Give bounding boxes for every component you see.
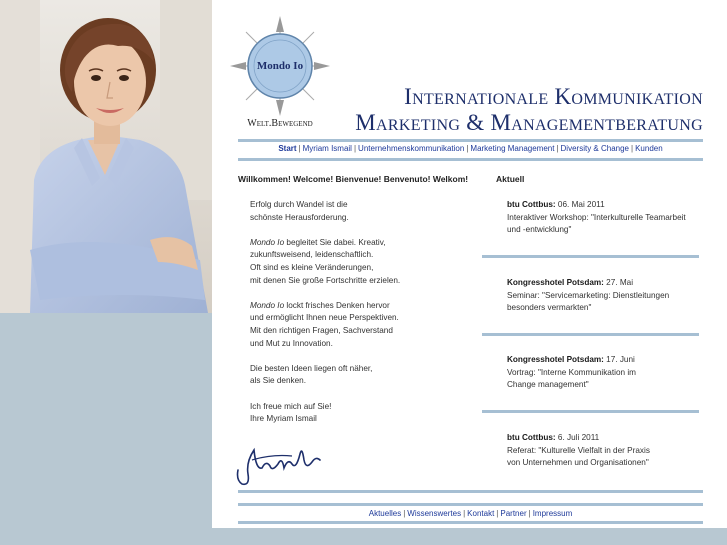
news-item[interactable] [507,354,697,392]
site-title-line1: Internationale Kommunikation [404,84,703,109]
aktuell-heading: Aktuell [496,174,525,184]
welcome-text [250,199,460,438]
divider [238,139,703,142]
text-line: Ich freue mich auf Sie! [250,401,332,411]
main-nav: Start | Myriam Ismail | Unternehmenskommunikation | Marketing Management | Diversity & Change | Kunden [278,144,663,153]
divider [238,521,703,524]
site-title-line2: Marketing & Managementberatung [355,110,703,135]
news-place: Kongresshotel Potsdam: [507,355,604,364]
mondo-io-logo[interactable] [230,14,330,132]
news-text: besonders vermarkten" [507,303,592,313]
text-line: Mit den richtigen Fragen, Sachverstand [250,325,393,335]
portrait-photo [0,0,212,313]
text-line: und ermöglicht Ihnen neue Perspektiven. [250,313,399,323]
news-item[interactable] [507,199,697,237]
footer-kontakt[interactable]: Kontakt [467,509,495,518]
divider [482,255,699,258]
welcome-heading: Willkommen! Welcome! Bienvenue! Benvenuto! Welkom! [238,174,469,184]
news-date: 6. Juli 2011 [555,433,600,442]
news-text: und -entwicklung" [507,225,572,235]
text-line: als Sie denken. [250,376,306,386]
nav-kunden[interactable]: Kunden [635,144,663,153]
nav-diversity-change[interactable]: Diversity & Change [560,144,630,153]
text-line: schönste Herausforderung. [250,212,349,222]
text-line: Erfolg durch Wandel ist die [250,200,348,209]
text-line: Die besten Ideen liegen oft näher, [250,363,373,373]
content-panel [212,0,727,528]
news-date: 17. Juni [603,355,635,364]
text-line: begleitet Sie dabei. Kreativ, [284,237,386,247]
nav-unternehmenskommunikation[interactable]: Unternehmenskommunikation [358,144,465,153]
divider [482,410,699,413]
footer-impressum[interactable]: Impressum [532,509,573,518]
news-text: Interaktiver Workshop: "Interkulturelle Teamarbeit [507,212,686,222]
logo-tagline: Welt.Bewegend [247,118,313,129]
news-text: von Unternehmen und Organisationen" [507,458,649,468]
news-date: 06. Mai 2011 [555,200,605,209]
news-place: Kongresshotel Potsdam: [507,278,604,287]
footer-aktuelles[interactable]: Aktuelles [368,509,402,518]
text-line: Oft sind es kleine Veränderungen, [250,262,374,272]
logo-name: Mondo Io [256,60,304,72]
footer-nav: Aktuelles | Wissenswertes | Kontakt | Partner | Impressum [368,509,573,518]
brand-name: Mondo Io [250,300,285,310]
nav-start[interactable]: Start [278,144,297,153]
news-date: 27. Mai [603,278,634,287]
text-line: zukunftsweisend, leidenschaftlich. [250,250,374,260]
nav-marketing-management[interactable]: Marketing Management [470,144,555,153]
footer-partner[interactable]: Partner [500,509,527,518]
divider [238,490,703,493]
text-line: Ihre Myriam Ismail [250,414,317,424]
divider [238,503,703,506]
signature-image [232,440,324,488]
text-line: mit denen Sie große Fortschritte erzielen. [250,275,401,285]
text-line: und Mut zu Innovation. [250,338,333,348]
news-item[interactable] [507,432,697,470]
news-text: Change management" [507,380,589,390]
news-place: btu Cottbus: [507,200,556,209]
nav-myriam-ismail[interactable]: Myriam Ismail [302,144,352,153]
brand-name: Mondo Io [250,237,285,247]
news-place: btu Cottbus: [507,433,556,442]
news-text: Seminar: "Servicemarketing: Dienstleitungen [507,290,670,300]
footer-wissenswertes[interactable]: Wissenswertes [407,509,462,518]
news-text: Referat: "Kulturelle Vielfalt in der Praxis [507,445,650,455]
text-line: lockt frisches Denken hervor [284,300,390,310]
divider [482,333,699,336]
divider [238,158,703,161]
news-text: Vortrag: "Interne Kommunikation im [507,367,636,377]
news-item[interactable] [507,277,697,315]
